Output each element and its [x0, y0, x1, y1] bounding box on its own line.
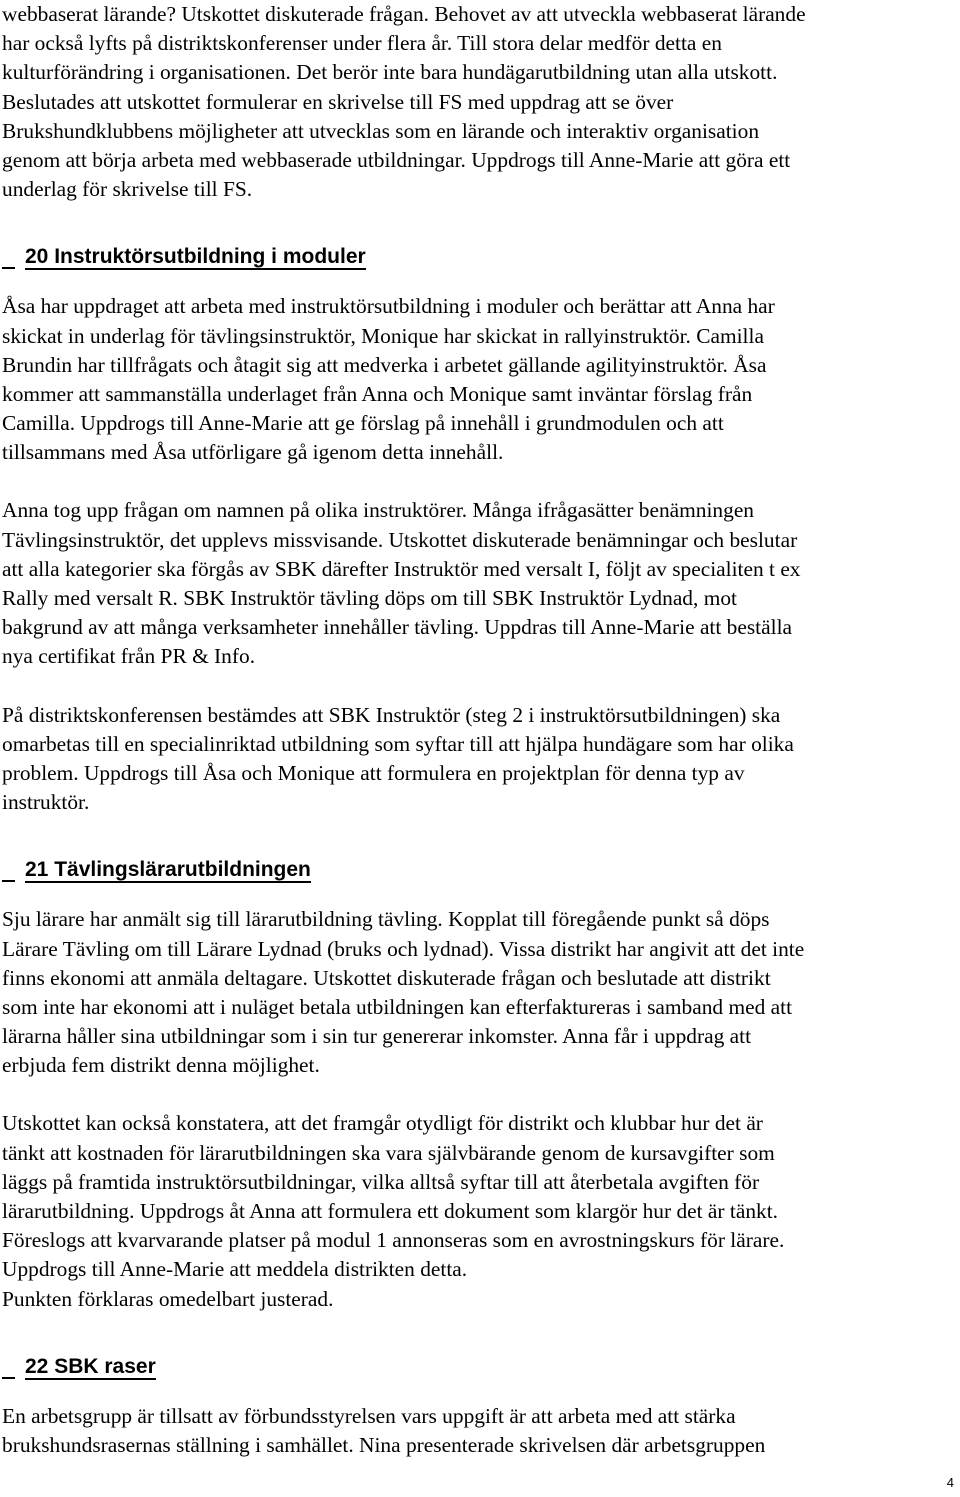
text-line: lärarutbildning. Uppdrogs åt Anna att formulera ett dokument som klargör hur det är tänkt. — [2, 1199, 779, 1223]
text-line: En arbetsgrupp är tillsatt av förbundsstyrelsen vars uppgift är att arbeta med att stärka — [2, 1403, 736, 1428]
text-line: läggs på framtida instruktörsutbildningar, vilka alltså syftar till att återbetala avgiften för — [2, 1169, 760, 1194]
spacer — [2, 204, 957, 246]
paragraph-kostnad-lararutbildning — [2, 1109, 957, 1313]
text-line: omarbetas till en specialinriktad utbildning som syftar till att hjälpa hundägare som har olika — [2, 731, 794, 756]
text-line: Tävlingsinstruktör, det upplevs missvisande. Utskottet diskuterade benämningar och beslutar — [2, 527, 798, 552]
spacer — [2, 672, 957, 701]
text-line: underlag för skrivelse till FS. — [2, 177, 253, 202]
text-line: tillsammans med Åsa utförligare gå igenom detta innehåll. — [2, 440, 504, 465]
text-line: har också lyfts på distriktskonferenser under flera år. Till stora delar medför detta en — [2, 31, 722, 56]
document-body — [2, 0, 957, 1460]
paragraph-webbaserat-larande — [2, 0, 957, 204]
text-line: kulturförändring i organisationen. Det berör inte bara hundägarutbildning utan alla utskott. — [2, 60, 778, 85]
text-line: nya certifikat från PR & Info. — [2, 644, 256, 669]
text-line: skickat in underlag för tävlingsinstruktör, Monique har skickat in rallyinstruktör. Camilla — [2, 323, 764, 348]
text-line: kommer att sammanställa underlaget från Anna och Monique samt inväntar förslag från — [2, 381, 753, 406]
text-line: Föreslogs att kvarvarande platser på modul 1 annonseras som en avrostningskurs för lärare. — [2, 1228, 785, 1253]
text-line: bakgrund av att många verksamheter innehåller tävling. Uppdras till Anne-Marie att beställa — [2, 615, 793, 640]
heading-underline-marker — [2, 247, 15, 269]
text-line: tänkt att kostnaden för lärarutbildningen ska vara självbärande genom de kursavgifter som — [2, 1140, 775, 1165]
paragraph-namn-instruktorer — [2, 496, 957, 671]
page-number: 4 — [946, 1475, 954, 1490]
spacer — [2, 883, 957, 905]
text-line: Uppdrogs till Anne-Marie att meddela distrikten detta. — [2, 1257, 468, 1282]
text-line: att alla kategorier ska förgås av SBK därefter Instruktör med versalt I, följt av specialiten t ex — [2, 556, 801, 581]
text-line: Rally med versalt R. SBK Instruktör tävling döps om till SBK Instruktör Lydnad, mot — [2, 586, 737, 610]
text-line: Brundin har tillfrågats och åtagit sig att medverka i arbetet gällande agilityinstruktör. Åsa — [2, 352, 767, 377]
text-line: finns ekonomi att anmäla deltagare. Utskottet diskuterade frågan och beslutade att distrikt — [2, 965, 771, 990]
heading-text: 22 SBK raser — [25, 1354, 156, 1378]
text-line: Utskottet kan också konstatera, att det framgår otydligt för distrikt och klubbar hur det är — [2, 1111, 763, 1136]
text-line: Camilla. Uppdrogs till Anne-Marie att ge förslag på innehåll i grundmodulen och att — [2, 411, 724, 436]
heading-text: 21 Tävlingslärarutbildningen — [25, 858, 311, 882]
text-line: webbaserat lärande? Utskottet diskuterade frågan. Behovet av att utveckla webbaserat lärande — [2, 2, 806, 26]
heading-underline-marker — [2, 860, 15, 882]
text-line: Åsa har uppdraget att arbeta med instruktörsutbildning i moduler och berättar att Anna har — [2, 294, 775, 319]
spacer — [2, 467, 957, 496]
spacer — [2, 1314, 957, 1356]
text-line: Brukshundklubbens möjligheter att utvecklas som en lärande och interaktiv organisation — [2, 118, 760, 143]
text-line: Sju lärare har anmält sig till lärarutbildning tävling. Kopplat till föregående punkt så döps — [2, 907, 770, 932]
spacer — [2, 270, 957, 292]
spacer — [2, 1380, 957, 1402]
heading-text: 20 Instruktörsutbildning i moduler — [25, 245, 366, 269]
text-line: genom att börja arbeta med webbaserade utbildningar. Uppdrogs till Anne-Marie att göra ett — [2, 147, 791, 172]
spacer — [2, 1080, 957, 1109]
text-line: instruktör. — [2, 790, 90, 815]
section-heading-21 — [2, 859, 957, 883]
text-line: problem. Uppdrogs till Åsa och Monique att formulera en projektplan för denna typ av — [2, 760, 745, 785]
text-line: som inte har ekonomi att i nuläget betala utbildningen kan efterfaktureras i samband med att — [2, 994, 793, 1019]
text-line: brukshundsrasernas ställning i samhället. Nina presenterade skrivelsen där arbetsgruppen — [2, 1432, 766, 1457]
text-line: erbjuda fem distrikt denna möjlighet. — [2, 1053, 320, 1078]
text-line: Punkten förklaras omedelbart justerad. — [2, 1286, 334, 1311]
paragraph-lararutbildning-tavling — [2, 905, 957, 1080]
text-line: Lärare Tävling om till Lärare Lydnad (bruks och lydnad). Vissa distrikt har angivit att det inte — [2, 936, 805, 961]
paragraph-distriktskonferensen — [2, 701, 957, 818]
text-line: Beslutades att utskottet formulerar en skrivelse till FS med uppdrag att se över — [2, 89, 674, 114]
text-line: lärarna håller sina utbildningar som i sin tur genererar inkomster. Anna får i uppdrag att — [2, 1024, 752, 1049]
section-heading-22 — [2, 1356, 957, 1380]
heading-underline-marker — [2, 1357, 15, 1379]
spacer — [2, 817, 957, 859]
paragraph-instruktorsutbildning — [2, 292, 957, 467]
section-heading-20 — [2, 246, 957, 270]
text-line: På distriktskonferensen bestämdes att SBK Instruktör (steg 2 i instruktörsutbildningen) ska — [2, 702, 781, 727]
paragraph-sbk-raser — [2, 1402, 957, 1460]
text-line: Anna tog upp frågan om namnen på olika instruktörer. Många ifrågasätter benämningen — [2, 498, 755, 523]
